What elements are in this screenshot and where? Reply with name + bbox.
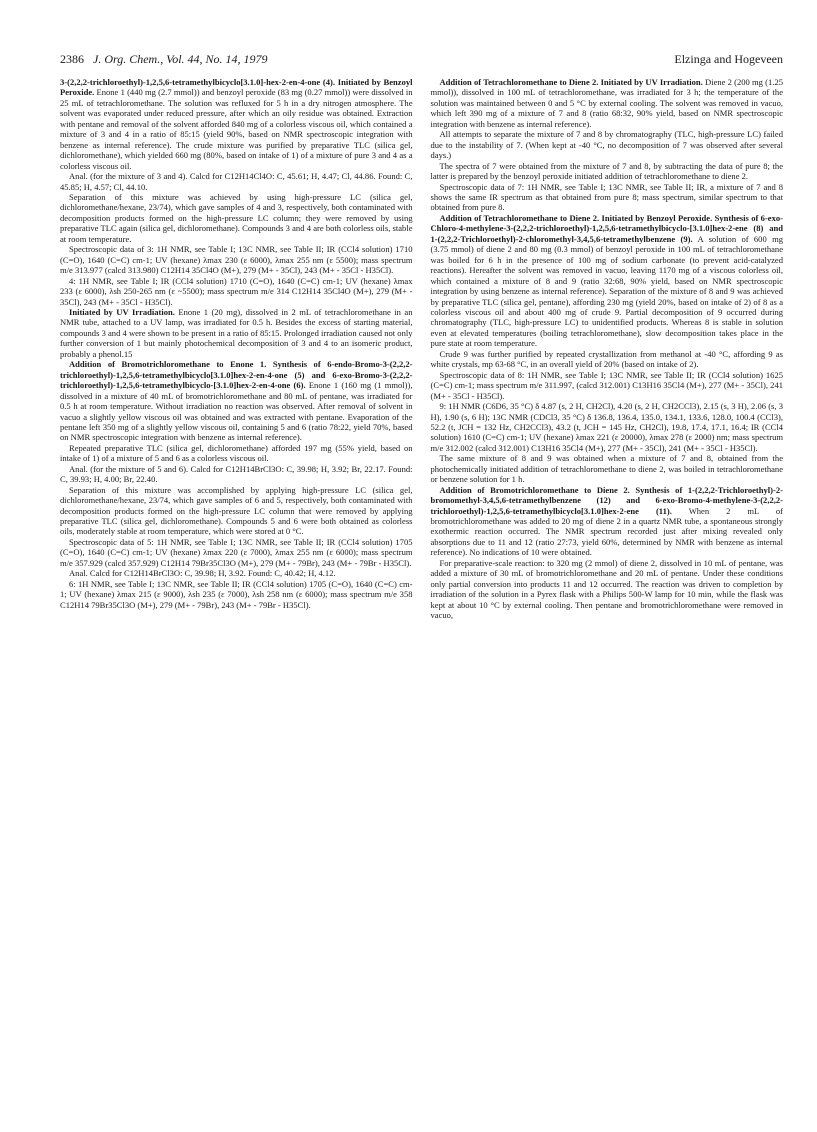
paragraph bbox=[60, 307, 413, 359]
paragraph-text: Enone 1 (20 mg), dissolved in 2 mL of tetrachloromethane in an NMR tube, attached to a UV lamp, was irradiated for 0.5 h. Besides the excess of starting material, compounds 3 and 4 were shown to be present in a ratio of 85:15. Prolonged irradiation caused not only further conversion of 1 but mainly photochemical decomposition of 3 and 4 to an isomeric product, probably a phenol.15 bbox=[60, 306, 413, 359]
paragraph bbox=[60, 443, 413, 464]
paragraph-text: Enone 1 (160 mg (1 mmol)), dissolved in a mixture of 40 mL of bromotrichloromethane and 80 mL of pentane, was irradiated for 0.5 h at room temperature. Without irradiation no reaction was observed. After removal of solvent in vacuo a slightly yellow viscous oil was obtained and was extracted with pentane. Evaporation of the pentane left 350 mg of a slightly yellow viscous oil, containing 5 and 6 (ratio 78:22, yield 70%, based on NMR spectroscopic integration with benzene as internal reference). bbox=[60, 380, 413, 443]
paragraph-text: Repeated preparative TLC (silica gel, dichloromethane) afforded 197 mg (55% yield, based on intake of 1) of a mixture of 5 and 6 as a colorless viscous oil. bbox=[60, 442, 413, 464]
paragraph bbox=[431, 401, 784, 453]
paragraph-text: Spectroscopic data of 5: 1H NMR, see Table I; 13C NMR, see Table II; IR (CCl4 solution) 1705 (C=O), 1640 (C=C) cm-1; UV (hexane) λmax 220 (ε 7000), λmax 255 nm (ε 6000); mass spectrum m/e 357.929 (calcd 357.929) C12H14 79Br35Cl3O (M+), 279 (M+ - 79Br), 243 (M+ - 79Br - H35Cl). bbox=[60, 536, 413, 568]
paragraph bbox=[60, 77, 413, 171]
paragraph-text: Spectroscopic data of 8: 1H NMR, see Table I; 13C NMR, see Table II; IR (CCl4 solution) 1625 (C=C) cm-1; mass spectrum m/e 311.997, (calcd 312.001) C13H16 35Cl4 (M+), 277 (M+ - 35Cl), 241 (M+ - 35Cl - H35Cl). bbox=[430, 369, 783, 401]
paragraph-text: 6: 1H NMR, see Table I; 13C NMR, see Table II; IR (CCl4 solution) 1705 (C=O), 1640 (C=C) cm-1; UV (hexane) λmax 215 (ε 9000), λsh 235 (ε 7000), λsh 258 nm (ε 6000); mass spectrum m/e 358 C12H14 79Br35Cl3O (M+), 279 (M+ - 79Br), 243 (M+ - 79Br - H35Cl). bbox=[60, 578, 413, 610]
paragraph bbox=[431, 370, 784, 401]
paragraph-text: 9: 1H NMR (C6D6, 35 °C) δ 4.87 (s, 2 H, CH2Cl), 4.20 (s, 2 H, CH2CCl3), 2.15 (s, 3 H), 2.06 (s, 3 H), 1.90 (s, 6 H); 13C NMR (CDCl3, 35 °C) δ 136.8, 136.4, 135.0, 134.1, 133.6, 128.0, 100.4 (CCl3), 52.2 (t, JCH = 132 Hz, CH2CCl3), 43.2 (t, JCH = 145 Hz, CH2Cl), 19.8, 17.4, 17.1, 16.4; IR (CCl4 solution) 1610 (C=C) cm-1; UV (hexane) λmax 221 (ε 20000), λmax 278 (ε 2000) nm; mass spectrum m/e 312.002 (calcd 312.001) C13H16 35Cl4 (M+), 277 (M+ - 35Cl), 241 (M+ - 35Cl - H35Cl). bbox=[430, 401, 783, 453]
paragraph bbox=[431, 129, 784, 160]
section-heading: Addition of Tetrachloromethane to Diene 2. Initiated by UV Irradiation. bbox=[439, 77, 703, 87]
paragraph bbox=[431, 453, 784, 484]
paragraph-text: Diene 2 (200 mg (1.25 mmol)), dissolved in 100 mL of tetrachloromethane, was irradiated for 3 h; the temperature of the solution was maintained between 0 and 5 °C by external cooling. The solvent was removed in vacuo, which left 390 mg of a mixture of 7 and 8 (ratio 68:32, 90% yield, based on NMR spectroscopic integration with benzene as internal reference). bbox=[430, 77, 783, 129]
paragraph bbox=[431, 161, 784, 182]
paragraph bbox=[431, 558, 784, 621]
page-header bbox=[60, 52, 783, 67]
paragraph-text: A solution of 600 mg (3.75 mmol) of diene 2 and 80 mg (0.3 mmol) of benzoyl peroxide in 100 mL of tetrachloromethane was boiled for 6 h in the presence of 100 mg of sodium carbonate (to prevent acid-catalyzed reactions). Hereafter the solvent was removed in vacuo, leaving 1170 mg of a viscous colorless oil, which contained a mixture of 8 and 9 (ratio 32:68, 90% yield, based on NMR spectroscopic integration by using benzene as internal reference). Separation of the mixture of 8 and 9 was achieved by preparative TLC (silica gel, pentane), affording 230 mg (yield 20%, based on intake of 2) of 8 as a colorless viscous oil and about 400 mg of crude 9. Partial decomposition of 9 occurred during chromatography (TLC, high-pressure LC) to unidentified products. Whereas 8 is stable in solution even at elevated temperatures (boiling tetrachloromethane), slow decomposition takes place in the pure state at room temperature. bbox=[430, 233, 783, 349]
paragraph-text: Spectroscopic data of 7: 1H NMR, see Table I; 13C NMR, see Table II; IR, a mixture of 7 and 8 shows the same IR spectrum as that obtained from pure 8; mass spectrum, similar spectrum to that obtained from pure 8. bbox=[430, 181, 783, 213]
paragraph-text: The spectra of 7 were obtained from the mixture of 7 and 8, by subtracting the data of pure 8; the latter is prepared by the benzoyl peroxide initiated addition of tetrachloromethane to diene 2. bbox=[430, 160, 783, 182]
paragraph bbox=[431, 485, 784, 558]
paragraph-text: Anal. (for the mixture of 3 and 4). Calcd for C12H14Cl4O: C, 45.61; H, 4.47; Cl, 44.86. Found: C, 45.85; H, 4.57; Cl, 44.10. bbox=[60, 171, 413, 192]
paragraph-text: When 2 mL of bromotrichloromethane was added to 20 mg of diene 2 in a quartz NMR tube, a spontaneous strongly exothermic reaction occurred. The NMR spectrum recorded just after mixing revealed only absorptions due to 11 and 12 (ratio 27:73, yield 60%, determined by NMR with benzene as internal reference). No indications of 10 were obtained. bbox=[430, 505, 783, 558]
paragraph bbox=[60, 485, 413, 537]
paragraph bbox=[60, 244, 413, 275]
paragraph bbox=[431, 213, 784, 349]
section-heading: Addition of Bromotrichloromethane to Diene 2. Synthesis of 1-(2,2,2-Trichloroethyl)-2-bromomethyl-3,4,5,6-tetramethylbenzene (12) and 6-exo-Bromo-4-methylene-3-(2,2,2-trichloroethyl)-1,2,5,6-tetramethylbicyclo[3.1.0]hex-2-ene (11). bbox=[430, 484, 783, 516]
paragraph bbox=[60, 568, 413, 578]
section-heading: Addition of Bromotrichloromethane to Enone 1. Synthesis of 6-endo-Bromo-3-(2,2,2-trichloroethyl)-1,2,5,6-tetramethylbicyclo[3.1.0]hex-2-en-4-one (5) and 6-exo-Bromo-3-(2,2,2-trichloroethyl)-1,2,5,6-tetramethylbicyclo-[3.1.0]hex-2-en-4-one (6). bbox=[60, 359, 413, 391]
paragraph-text: All attempts to separate the mixture of 7 and 8 by chromatography (TLC, high-pressure LC) failed due to the instability of 7. (When kept at -40 °C, no decomposition of 7 was observed after several days.) bbox=[430, 129, 783, 161]
paragraph-text: For preparative-scale reaction: to 320 mg (2 mmol) of diene 2, dissolved in 10 mL of pentane, was added a mixture of 30 mL of bromotrichloromethane and 20 mL of pentane. Under these conditions only partial conversion into products 11 and 12 occurred. The reaction was driven to completion by irradiation of the solution in a Pyrex flask with a Philips 500-W lamp for 10 min, while the flask was kept at about 10 °C by external cooling. Then pentane and bromotrichloromethane were removed in vacuo, bbox=[430, 557, 783, 621]
header-left bbox=[60, 52, 274, 67]
author-names: Elzinga and Hogeveen bbox=[674, 52, 783, 66]
paragraph-text: Separation of this mixture was accomplished by applying high-pressure LC (silica gel, dichloromethane/hexane, 23/74, which gave samples of 6 and 5, respectively, both contaminated with decomposition products formed on the high-pressure LC column that were removed by applying preparative TLC (silica gel, dichloromethane). Compounds 5 and 6 were both obtained as colorless oils, moderately stable at room temperature, which were stored at 0 °C. bbox=[60, 484, 413, 537]
section-heading: Initiated by UV Irradiation. bbox=[69, 306, 175, 317]
section-heading: Addition of Tetrachloromethane to Diene 2. Initiated by Benzoyl Peroxide. Synthesis of 6-exo-Chloro-4-methylene-3-(2,2,2-trichloroethyl)-1,2,5,6-tetramethylbicyclo-[3.1.0]hex-2-ene (8) and 1-(2,2,2-Trichloroethyl)-2-chloromethyl-3,4,5,6-tetramethylbenzene (9). bbox=[430, 212, 783, 244]
paragraph bbox=[60, 276, 413, 307]
paragraph bbox=[60, 192, 413, 244]
paragraph bbox=[60, 464, 413, 485]
paragraph-text: The same mixture of 8 and 9 was obtained when a mixture of 7 and 8, obtained from the photochemically initiated addition of tetrachloromethane to diene 2, was boiled in tetrachloromethane or benzene solution for 1 h. bbox=[430, 453, 783, 485]
journal-citation: J. Org. Chem., Vol. 44, No. 14, 1979 bbox=[93, 52, 268, 66]
paragraph-text: Crude 9 was further purified by repeated crystallization from methanol at -40 °C, affording 9 as white crystals, mp 63-68 °C, in an overall yield of 20% (based on intake of 2). bbox=[430, 348, 783, 370]
paragraph-text: Anal. (for the mixture of 5 and 6). Calcd for C12H14BrCl3O: C, 39.98; H, 3.92; Br, 22.17. Found: C, 39.93; H, 4.00; Br, 22.40. bbox=[60, 463, 413, 485]
paragraph-text: Separation of this mixture was achieved by using high-pressure LC (silica gel, dichloromethane/hexane, 23/74), which gave samples of 4 and 3, respectively, both contaminated with decomposition products formed on the high-pressure LC column; they were removed by using preparative TLC again (silica gel, dichloromethane). Compounds 3 and 4 are both colorless oils, stable at room temperature. bbox=[60, 191, 413, 244]
paragraph bbox=[431, 349, 784, 370]
paragraph bbox=[60, 537, 413, 568]
paragraph-text: Anal. Calcd for C12H14BrCl3O: C, 39.98; H, 3.92. Found: C, 40.42; H, 4.12. bbox=[69, 568, 336, 579]
paragraph bbox=[60, 171, 413, 192]
paragraph bbox=[431, 182, 784, 213]
right-column bbox=[431, 77, 784, 621]
paragraph-text: 4: 1H NMR, see Table I; IR (CCl4 solution) 1710 (C=O), 1640 (C=C) cm-1; UV (hexane) λmax 233 (ε 6000), λsh 250-265 nm (ε ~5500); mass spectrum m/e 314 C12H14 35Cl4O (M+), 279 (M+ - 35Cl), 243 (M+ - 35Cl - H35Cl). bbox=[60, 275, 413, 307]
section-heading: 3-(2,2,2-trichloroethyl)-1,2,5,6-tetramethylbicyclo[3.1.0]-hex-2-en-4-one (4). Initiated by Benzoyl Peroxide. bbox=[60, 77, 413, 98]
paragraph bbox=[60, 359, 413, 443]
paragraph-text: Enone 1 (440 mg (2.7 mmol)) and benzoyl peroxide (83 mg (0.27 mmol)) were dissolved in 25 mL of tetrachloromethane. The solution was refluxed for 5 h in a dry nitrogen atmosphere. The solvent was evaporated under reduced pressure, after which an oily residue was obtained. Extraction with pentane and removal of the solvent afforded 840 mg of a colorless viscous oil, which contained a mixture of 3 and 4 in a ratio of 85:15 (yield 90%, based on NMR spectroscopic integration with benzene as internal reference). The crude mixture was purified by preparative TLC (silica gel, dichloromethane), which yielded 660 mg (80%, based on intake of 1) of a mixture of pure 3 and 4 as a colorless viscous oil. bbox=[60, 87, 413, 171]
left-column bbox=[60, 77, 413, 621]
page-number: 2386 bbox=[60, 52, 84, 66]
paragraph-text: Spectroscopic data of 3: 1H NMR, see Table I; 13C NMR, see Table II; IR (CCl4 solution) 1710 (C=O), 1640 (C=C) cm-1; UV (hexane) λmax 230 (ε 6000), λmax 255 nm (ε 5500); mass spectrum m/e 313.977 (calcd 313.980) C12H14 35Cl4O (M+), 279 (M+ - 35Cl), 243 (M+ - 35Cl - H35Cl). bbox=[60, 244, 413, 276]
article-body bbox=[60, 77, 783, 621]
paragraph bbox=[431, 77, 784, 129]
paragraph bbox=[60, 579, 413, 610]
